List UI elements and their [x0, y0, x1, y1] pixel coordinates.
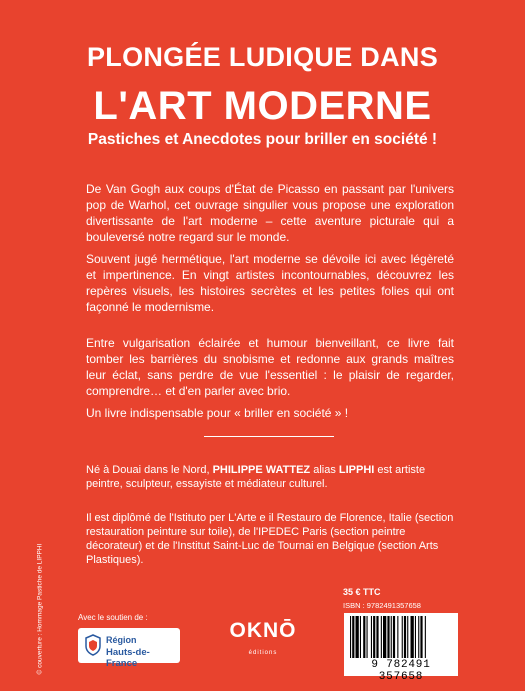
barcode-bar: [371, 616, 372, 658]
barcode-bar: [356, 616, 359, 658]
region-logo: [78, 628, 180, 669]
barcode-bar: [350, 616, 351, 658]
barcode-bar: [363, 616, 365, 658]
barcode-bar: [397, 616, 398, 658]
bio-text: alias: [310, 464, 339, 476]
barcode-bars-icon: [350, 616, 452, 658]
title-line-1: PLONGÉE LUDIQUE DANS: [86, 42, 439, 72]
body-paragraph-4: Un livre indispensable pour « briller en société » !: [86, 406, 349, 420]
author-bio-2: Il est diplômé de l'Istituto per L'Arte e il Restauro de Florence, Italie (section restauration peinture sur toile), de l'IPEDEC Paris (section peintre décorateur) et de l'Institut Saint-Luc de Tournai en Belgique (section Arts Plastiques).: [86, 512, 454, 566]
barcode-bar: [352, 616, 354, 658]
barcode-bar: [373, 616, 375, 658]
isbn: ISBN : 9782491357658: [343, 601, 421, 610]
barcode-bar: [391, 616, 392, 658]
publisher-sub: éditions: [248, 650, 278, 656]
title-line-2: L'ART MODERNE: [93, 84, 432, 128]
barcode-bar: [402, 616, 403, 658]
barcode-bar: [404, 616, 406, 658]
barcode-bar: [411, 616, 414, 658]
barcode-bar: [420, 616, 422, 658]
barcode-bar: [418, 616, 419, 658]
cover-credit-text: © couverture : Hommage Pastiche de LIPPHI: [36, 543, 44, 675]
barcode-bar: [393, 616, 395, 658]
subtitle: Pastiches et Anecdotes pour briller en société !: [87, 131, 438, 148]
body-paragraph-2: Souvent jugé hermétique, l'art moderne se dévoile ici avec légèreté et impertinence. En vingt artistes incontournables, découvrez les repères visuels, les histoires secrètes et les petites folies qui ont façonné le modernisme.: [86, 252, 454, 314]
barcode: [344, 613, 458, 683]
cover-credit: [35, 528, 47, 678]
body-paragraph-1: De Van Gogh aux coups d'État de Picasso en passant par l'univers pop de Warhol, cet ouvrage singulier vous propose une exploration divertissante de l'art moderne – cette aventure picturale qui a bouleversé notre regard sur le monde.: [86, 182, 454, 244]
barcode-bar: [360, 616, 361, 658]
price: 35 € TTC: [343, 587, 381, 597]
barcode-number: 9 782491 357658: [371, 659, 431, 683]
bio-text: Né à Douai dans le Nord,: [86, 464, 213, 476]
author-bio-1: [86, 463, 454, 491]
author-name: PHILIPPE WATTEZ: [212, 464, 311, 476]
barcode-bar: [387, 616, 389, 658]
region-label-2: Hauts-de-France: [106, 647, 150, 669]
support-label: Avec le soutien de :: [78, 613, 148, 622]
barcode-bar: [381, 616, 382, 658]
barcode-bar: [376, 616, 378, 658]
barcode-bar: [367, 616, 368, 658]
publisher-logo: OKNŌ: [229, 619, 297, 642]
barcode-bar: [383, 616, 386, 658]
barcode-bar: [407, 616, 408, 658]
bio-text: est artiste peintre, sculpteur, essayiste et médiateur culturel.: [86, 464, 426, 490]
author-alias: LIPPHI: [338, 464, 375, 476]
body-paragraph-3: Entre vulgarisation éclairée et humour bienveillant, ce livre fait tomber les barrières du snobisme et redonne aux grands maîtres leur éclat, sans perdre de vue l'essentiel : le plaisir de regarder, comprendre… et d'en parler avec brio.: [86, 336, 454, 398]
region-label-1: Région: [106, 635, 137, 645]
barcode-bar: [425, 616, 426, 658]
divider: [204, 436, 334, 437]
region-emblem-icon: [84, 634, 102, 656]
barcode-bar: [415, 616, 416, 658]
